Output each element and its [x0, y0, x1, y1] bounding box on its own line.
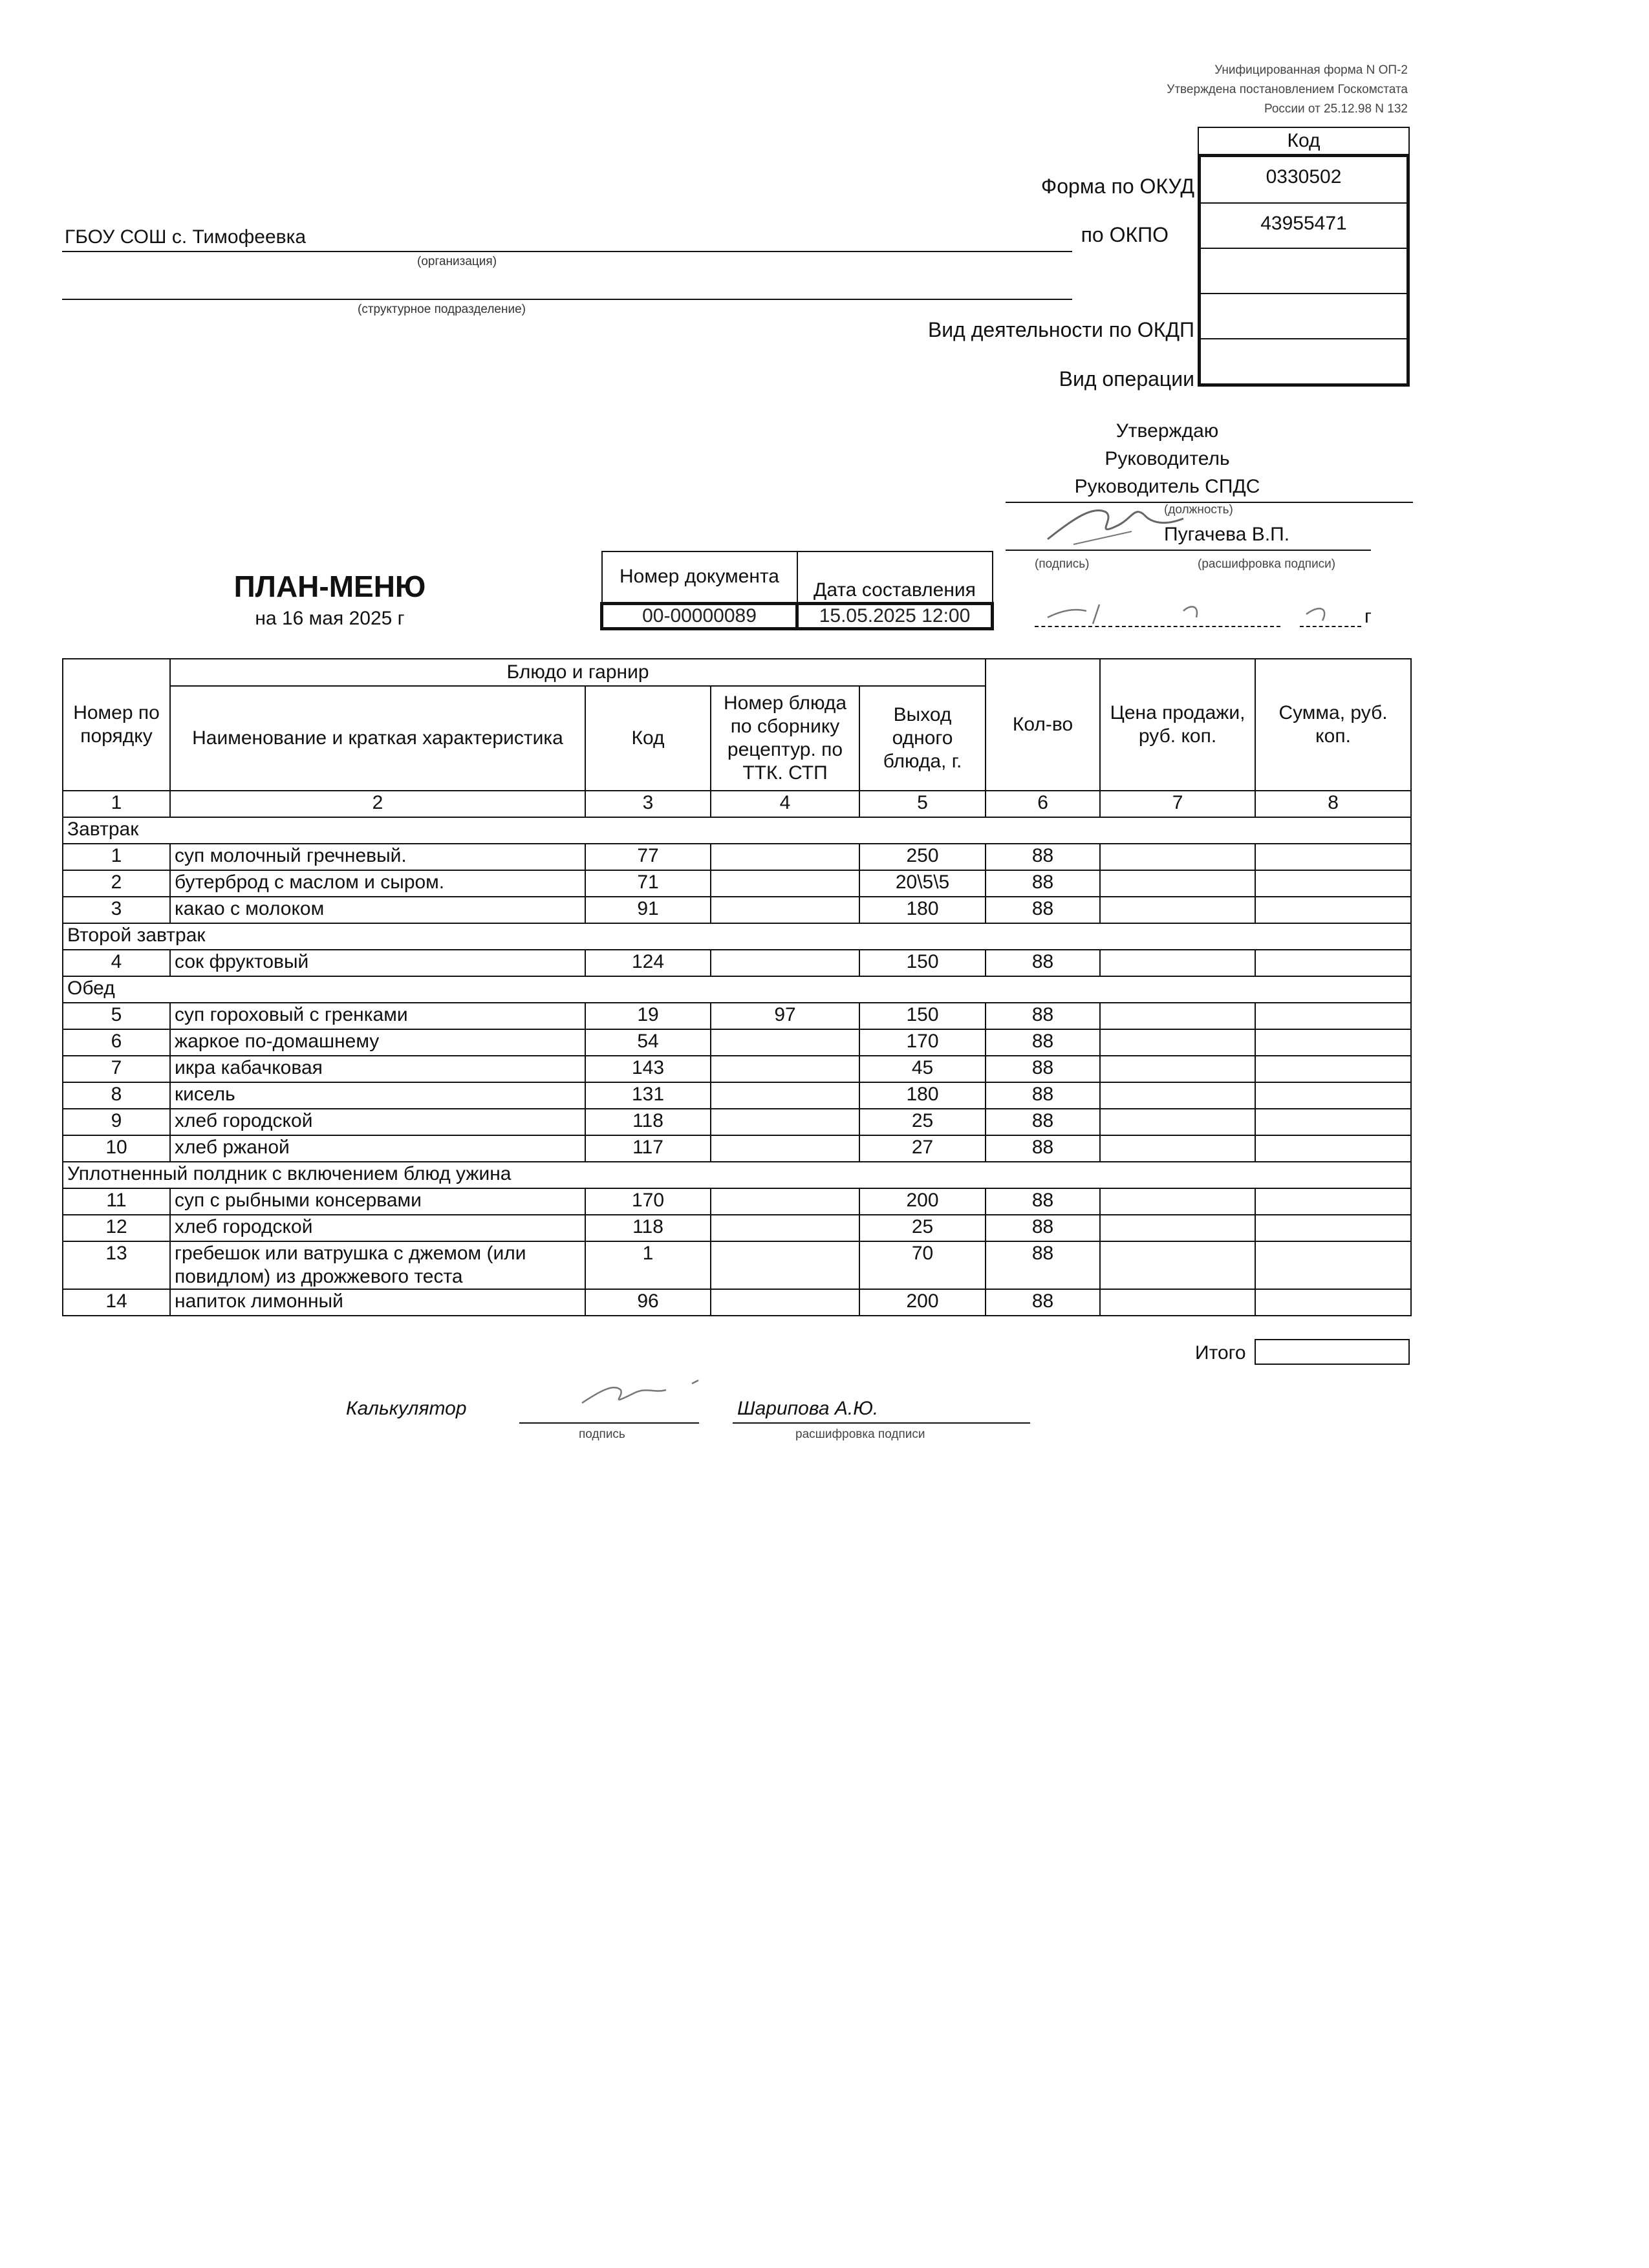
dish-yield: 25: [859, 1215, 986, 1241]
footer-signature-caption: подпись: [579, 1428, 625, 1441]
dish-code: 143: [585, 1056, 711, 1082]
footer-name-line: [733, 1422, 1030, 1424]
total-label: Итого: [1195, 1342, 1246, 1364]
footer-name-caption: расшифровка подписи: [795, 1428, 925, 1441]
row-number: 7: [63, 1056, 170, 1082]
recipe-number: [711, 1215, 859, 1241]
table-row: [63, 1003, 1411, 1029]
dish-code: 77: [585, 844, 711, 870]
dish-name: гребешок или ватрушка с джемом (или повидлом) из дрожжевого теста: [170, 1241, 585, 1289]
row-number: 14: [63, 1289, 170, 1316]
row-number: 2: [63, 870, 170, 897]
column-number-cell: 8: [1255, 791, 1411, 817]
section-row: [63, 1162, 1411, 1188]
price-cell: [1100, 1109, 1255, 1135]
dish-yield: 150: [859, 1003, 986, 1029]
dish-code: 54: [585, 1029, 711, 1056]
column-number-cell: 7: [1100, 791, 1255, 817]
price-cell: [1100, 1003, 1255, 1029]
dish-yield: 45: [859, 1056, 986, 1082]
header-code: Код: [585, 686, 711, 791]
dish-code: 1: [585, 1241, 711, 1289]
dish-name: суп гороховый с гренками: [170, 1003, 585, 1029]
okdp-value: [1201, 293, 1406, 338]
row-number: 13: [63, 1241, 170, 1289]
header-sum: Сумма, руб. коп.: [1255, 659, 1411, 791]
dish-qty: 88: [986, 844, 1100, 870]
codes-box: [1198, 127, 1410, 387]
sum-cell: [1255, 897, 1411, 923]
table-row: [63, 1029, 1411, 1056]
recipe-number: 97: [711, 1003, 859, 1029]
row-number: 5: [63, 1003, 170, 1029]
header-recipe: Номер блюда по сборнику рецептур. по ТТК. СТП: [711, 686, 859, 791]
dish-name: суп с рыбными консервами: [170, 1188, 585, 1215]
operation-label: Вид операции: [1059, 367, 1194, 390]
number-header: Номер документа: [602, 551, 797, 603]
footer-name: Шарипова А.Ю.: [737, 1398, 879, 1419]
price-cell: [1100, 1082, 1255, 1109]
price-cell: [1100, 1215, 1255, 1241]
dish-name: напиток лимонный: [170, 1289, 585, 1316]
price-cell: [1100, 1029, 1255, 1056]
dish-name: кисель: [170, 1082, 585, 1109]
okdp-label: Вид деятельности по ОКДП: [927, 318, 1194, 341]
dish-name: суп молочный гречневый.: [170, 844, 585, 870]
recipe-number: [711, 1135, 859, 1162]
number-value: 00-00000089: [602, 603, 797, 628]
dish-code: 71: [585, 870, 711, 897]
form-header-line2: Утверждена постановлением Госкомстата: [1167, 83, 1408, 96]
recipe-number: [711, 1289, 859, 1316]
dish-name: бутерброд с маслом и сыром.: [170, 870, 585, 897]
sum-cell: [1255, 1082, 1411, 1109]
price-cell: [1100, 1135, 1255, 1162]
dish-code: 118: [585, 1215, 711, 1241]
dish-name: хлеб городской: [170, 1109, 585, 1135]
column-number-cell: 4: [711, 791, 859, 817]
dish-qty: 88: [986, 1241, 1100, 1289]
document-number-box: [600, 551, 994, 630]
dish-yield: 70: [859, 1241, 986, 1289]
dish-yield: 200: [859, 1289, 986, 1316]
header-qty: Кол-во: [986, 659, 1100, 791]
recipe-number: [711, 844, 859, 870]
section-row: [63, 976, 1411, 1003]
section-title: Обед: [63, 976, 1411, 1003]
column-number-cell: 3: [585, 791, 711, 817]
header-dish-group: Блюдо и гарнир: [170, 659, 986, 686]
form-header-line3: России от 25.12.98 N 132: [1264, 102, 1408, 116]
dish-qty: 88: [986, 1109, 1100, 1135]
organization-caption: (организация): [417, 255, 497, 268]
organization-name: ГБОУ СОШ с. Тимофеевка: [65, 226, 307, 248]
position-caption: (должность): [1164, 503, 1233, 517]
row-number: 9: [63, 1109, 170, 1135]
dish-yield: 180: [859, 1082, 986, 1109]
column-number-cell: 5: [859, 791, 986, 817]
recipe-number: [711, 1056, 859, 1082]
document-title: ПЛАН-МЕНЮ: [233, 570, 426, 603]
dish-yield: 150: [859, 950, 986, 976]
sum-cell: [1255, 1215, 1411, 1241]
table-row: [63, 870, 1411, 897]
codes-header: Код: [1198, 127, 1410, 154]
total-cell: [1255, 1339, 1410, 1365]
section-title: Завтрак: [63, 817, 1411, 844]
dish-name: сок фруктовый: [170, 950, 585, 976]
header-name: Наименование и краткая характеристика: [170, 686, 585, 791]
recipe-number: [711, 1241, 859, 1289]
table-row: [63, 1215, 1411, 1241]
dish-qty: 88: [986, 1003, 1100, 1029]
sum-cell: [1255, 870, 1411, 897]
approve-label: Утверждаю: [1116, 420, 1219, 442]
recipe-number: [711, 870, 859, 897]
date-handwriting: [1035, 592, 1371, 630]
dish-yield: 25: [859, 1109, 986, 1135]
table-row: [63, 1056, 1411, 1082]
dish-name: икра кабачковая: [170, 1056, 585, 1082]
price-cell: [1100, 897, 1255, 923]
section-row: [63, 817, 1411, 844]
recipe-number: [711, 1082, 859, 1109]
dish-code: 118: [585, 1109, 711, 1135]
table-row: [63, 1289, 1411, 1316]
organization-line: [62, 251, 1072, 252]
dish-yield: 170: [859, 1029, 986, 1056]
recipe-number: [711, 1109, 859, 1135]
dish-qty: 88: [986, 1029, 1100, 1056]
recipe-number: [711, 950, 859, 976]
table-row: [63, 1082, 1411, 1109]
okud-value: 0330502: [1266, 166, 1342, 187]
sum-cell: [1255, 844, 1411, 870]
year-suffix: г: [1364, 606, 1372, 627]
recipe-number: [711, 1029, 859, 1056]
row-number: 3: [63, 897, 170, 923]
dish-code: 117: [585, 1135, 711, 1162]
footer-role: Калькулятор: [346, 1398, 467, 1419]
dish-code: 91: [585, 897, 711, 923]
dish-qty: 88: [986, 1135, 1100, 1162]
head-label: Руководитель: [1105, 448, 1230, 469]
table-row: [63, 844, 1411, 870]
sum-cell: [1255, 1135, 1411, 1162]
dish-qty: 88: [986, 870, 1100, 897]
dish-code: 170: [585, 1188, 711, 1215]
position-value: Руководитель СПДС: [1074, 476, 1260, 497]
dish-yield: 200: [859, 1188, 986, 1215]
dish-qty: 88: [986, 897, 1100, 923]
sum-cell: [1255, 950, 1411, 976]
column-number-cell: 6: [986, 791, 1100, 817]
sum-cell: [1255, 1241, 1411, 1289]
approver-name: Пугачева В.П.: [1164, 524, 1290, 545]
dish-name: какао с молоком: [170, 897, 585, 923]
department-line: [62, 299, 1072, 300]
dish-code: 19: [585, 1003, 711, 1029]
price-cell: [1100, 1241, 1255, 1289]
section-row: [63, 923, 1411, 950]
recipe-number: [711, 1188, 859, 1215]
row-number: 8: [63, 1082, 170, 1109]
sum-cell: [1255, 1109, 1411, 1135]
dish-name: хлеб городской: [170, 1215, 585, 1241]
sum-cell: [1255, 1056, 1411, 1082]
empty-code-cell: [1201, 248, 1406, 293]
price-cell: [1100, 950, 1255, 976]
operation-value: [1201, 338, 1406, 383]
dish-yield: 180: [859, 897, 986, 923]
approver-line: [1006, 550, 1371, 551]
dish-code: 96: [585, 1289, 711, 1316]
document-subtitle: на 16 мая 2025 г: [255, 608, 405, 629]
row-number: 10: [63, 1135, 170, 1162]
price-cell: [1100, 1056, 1255, 1082]
header-num: Номер по порядку: [63, 659, 170, 791]
date-value: 15.05.2025 12:00: [797, 603, 993, 628]
footer-signature-line: [519, 1422, 699, 1424]
name-caption: (расшифровка подписи): [1198, 557, 1336, 571]
dish-qty: 88: [986, 1215, 1100, 1241]
dish-yield: 27: [859, 1135, 986, 1162]
price-cell: [1100, 844, 1255, 870]
signature-caption: (подпись): [1035, 557, 1090, 571]
row-number: 1: [63, 844, 170, 870]
okpo-label: по ОКПО: [1081, 223, 1169, 246]
table-row: [63, 897, 1411, 923]
dish-qty: 88: [986, 1188, 1100, 1215]
price-cell: [1100, 1289, 1255, 1316]
date-header: Дата составления: [797, 551, 993, 603]
sum-cell: [1255, 1029, 1411, 1056]
menu-table: [62, 658, 1412, 1316]
table-row: [63, 1135, 1411, 1162]
form-header-line1: Унифицированная форма N ОП-2: [1214, 63, 1408, 77]
section-title: Второй завтрак: [63, 923, 1411, 950]
price-cell: [1100, 870, 1255, 897]
sum-cell: [1255, 1289, 1411, 1316]
department-caption: (структурное подразделение): [358, 303, 526, 316]
dish-qty: 88: [986, 1056, 1100, 1082]
row-number: 4: [63, 950, 170, 976]
dish-yield: 250: [859, 844, 986, 870]
dish-name: хлеб ржаной: [170, 1135, 585, 1162]
okpo-value: 43955471: [1201, 202, 1406, 248]
row-number: 12: [63, 1215, 170, 1241]
table-row: [63, 950, 1411, 976]
dish-qty: 88: [986, 1082, 1100, 1109]
table-row: [63, 1188, 1411, 1215]
dish-code: 131: [585, 1082, 711, 1109]
column-number-cell: 1: [63, 791, 170, 817]
dish-code: 124: [585, 950, 711, 976]
row-number: 6: [63, 1029, 170, 1056]
header-yield: Выход одного блюда, г.: [859, 686, 986, 791]
column-number-cell: 2: [170, 791, 585, 817]
price-cell: [1100, 1188, 1255, 1215]
dish-qty: 88: [986, 1289, 1100, 1316]
okud-label: Форма по ОКУД: [1040, 175, 1194, 198]
table-row: [63, 1109, 1411, 1135]
table-row: [63, 1241, 1411, 1289]
recipe-number: [711, 897, 859, 923]
column-number-row: [63, 791, 1411, 817]
dish-qty: 88: [986, 950, 1100, 976]
row-number: 11: [63, 1188, 170, 1215]
sum-cell: [1255, 1003, 1411, 1029]
dish-name: жаркое по-домашнему: [170, 1029, 585, 1056]
header-price: Цена продажи, руб. коп.: [1100, 659, 1255, 791]
dish-yield: 20\5\5: [859, 870, 986, 897]
sum-cell: [1255, 1188, 1411, 1215]
section-title: Уплотненный полдник с включением блюд ужина: [63, 1162, 1411, 1188]
